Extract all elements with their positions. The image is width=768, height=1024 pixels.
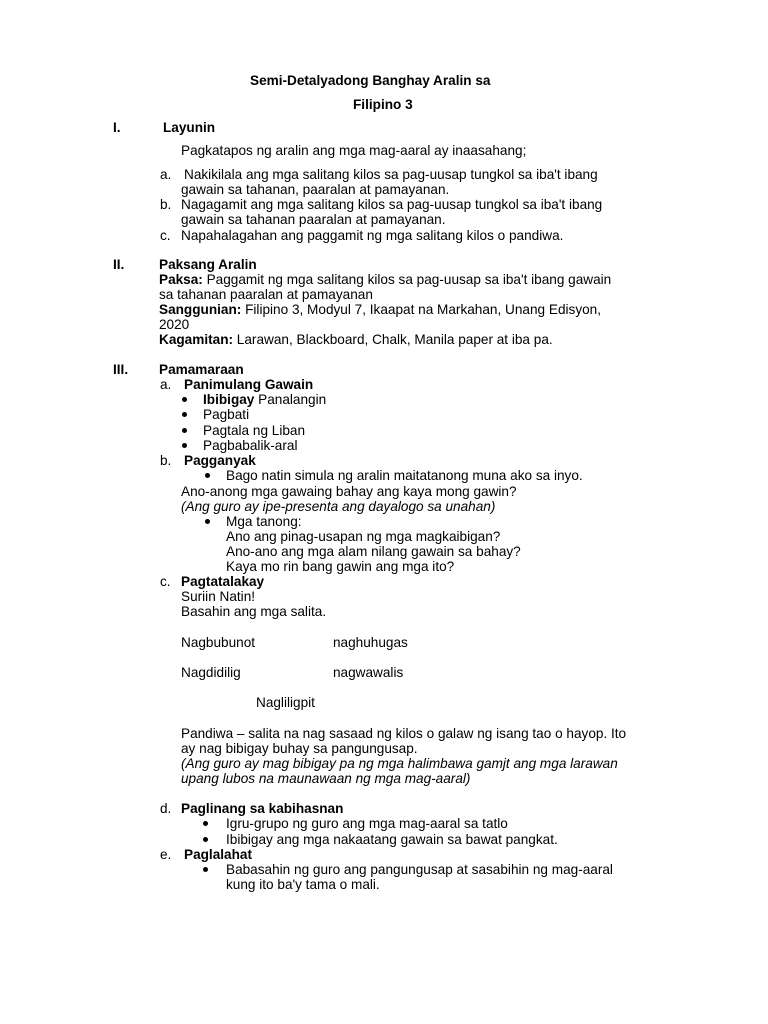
subsection-e-heading: Paglalahat (184, 847, 252, 862)
subsection-b-heading: Pagganyak (184, 453, 256, 468)
subsection-a-marker: a. (160, 377, 172, 392)
basahin-instruction: Basahin ang mga salita. (181, 604, 327, 619)
suriin-natin: Suriin Natin! (181, 589, 256, 604)
section-2-numeral: II. (113, 257, 125, 272)
tanong-2: Ano-ano ang mga alam nilang gawain sa bahay? (226, 544, 521, 559)
sanggunian-continuation: 2020 (159, 317, 190, 332)
objective-a-line-2: gawain sa tahanan, paaralan at pamayanan. (181, 182, 450, 197)
objective-b-line-1: Nagagamit ang mga salitang kilos sa pag-uusap tungkol sa iba't ibang (181, 197, 603, 212)
word-nagliligpit: Nagliligpit (256, 695, 315, 710)
paglalahat-bullet-1-line-2: kung ito ba'y tama o mali. (226, 877, 380, 892)
subsection-e-marker: e. (160, 847, 172, 862)
paksa-label: Paksa: (159, 272, 203, 287)
objectives-intro: Pagkatapos ng aralin ang mga mag-aaral ay inaasahang; (181, 143, 527, 158)
subsection-d-heading: Paglinang sa kabihasnan (181, 801, 344, 816)
sanggunian-line (159, 302, 601, 318)
word-nagbubunot: Nagbubunot (181, 635, 256, 650)
pagganyak-note: (Ang guro ay ipe-presenta ang dayalogo sa unahan) (181, 499, 496, 514)
pagganyak-bullet-1: Bago natin simula ng aralin maitatanong muna ako sa inyo. (226, 468, 583, 483)
bullet-icon (182, 428, 187, 433)
kagamitan-line (159, 332, 553, 348)
objective-c-marker: c. (160, 228, 171, 243)
subsection-c-marker: c. (160, 574, 171, 589)
kagamitan-label: Kagamitan: (159, 332, 234, 347)
pandiwa-definition-2: ay nag bibigay buhay sa pangungusap. (181, 741, 418, 756)
tanong-1: Ano ang pinag-usapan ng mga magkaibigan? (226, 529, 501, 544)
section-1-numeral: I. (113, 120, 121, 135)
sanggunian-text: Filipino 3, Modyul 7, Ikaapat na Markahan, Unang Edisyon, (241, 302, 602, 317)
section-3-numeral: III. (113, 362, 129, 377)
paksa-text: Paggamit ng mga salitang kilos sa pag-uusap sa iba't ibang gawain (202, 272, 612, 287)
sanggunian-label: Sanggunian: (159, 302, 242, 317)
panimula-item-1-rest: Panalangin (254, 392, 327, 407)
tanong-3: Kaya mo rin bang gawin ang mga ito? (226, 559, 455, 574)
paglinang-bullet-1: Igru-grupo ng guro ang mga mag-aaral sa tatlo (226, 816, 508, 831)
title-line-1: Semi-Detalyadong Banghay Aralin sa (250, 73, 491, 88)
bullet-icon (203, 821, 208, 826)
paglinang-bullet-2: Ibibigay ang mga nakaatang gawain sa bawat pangkat. (226, 832, 558, 847)
bullet-icon (205, 519, 210, 524)
subsection-d-marker: d. (160, 801, 172, 816)
bullet-icon (182, 397, 187, 402)
objective-a-marker: a. (160, 167, 172, 182)
panimula-item-4: Pagbabalik-aral (203, 438, 298, 453)
pagganyak-question: Ano-anong mga gawaing bahay ang kaya mong gawin? (181, 484, 517, 499)
pagtatalakay-note-1: (Ang guro ay mag bibigay pa ng mga halimbawa gamjt ang mga larawan (181, 756, 618, 771)
objective-a-line-1: Nakikilala ang mga salitang kilos sa pag-uusap tungkol sa iba't ibang (184, 167, 598, 182)
objective-b-line-2: gawain sa tahanan paaralan at pamayanan. (181, 212, 446, 227)
objective-c-line-1: Napahalagahan ang paggamit ng mga salitang kilos o pandiwa. (181, 228, 564, 243)
paksa-line (159, 272, 611, 288)
bullet-icon (182, 443, 187, 448)
paksa-continuation: sa tahanan paaralan at pamayanan (159, 287, 373, 302)
word-nagwawalis: nagwawalis (333, 665, 404, 680)
subsection-b-marker: b. (160, 453, 172, 468)
pagtatalakay-note-2: upang lubos na maunawaan ng mga mag-aaral) (181, 771, 471, 786)
bullet-icon (203, 837, 208, 842)
section-1-heading: Layunin (163, 120, 216, 135)
bullet-icon (205, 473, 210, 478)
subsection-c-heading: Pagtatalakay (181, 574, 265, 589)
word-nagdidilig: Nagdidilig (181, 665, 241, 680)
panimula-item-1-bold: Ibibigay (203, 392, 255, 407)
pandiwa-definition-1: Pandiwa – salita na nag sasaad ng kilos o galaw ng isang tao o hayop. Ito (181, 726, 627, 741)
word-naghuhugas: naghuhugas (333, 635, 408, 650)
subsection-a-heading: Panimulang Gawain (184, 377, 314, 392)
objective-b-marker: b. (160, 197, 172, 212)
panimula-item-3: Pagtala ng Liban (203, 423, 306, 438)
title-line-2: Filipino 3 (353, 97, 413, 112)
section-3-heading: Pamamaraan (159, 362, 244, 377)
panimula-item-1 (203, 392, 326, 408)
bullet-icon (203, 867, 208, 872)
bullet-icon (182, 412, 187, 417)
section-2-heading: Paksang Aralin (159, 257, 257, 272)
panimula-item-2: Pagbati (203, 407, 250, 422)
kagamitan-text: Larawan, Blackboard, Chalk, Manila paper at iba pa. (233, 332, 553, 347)
paglalahat-bullet-1-line-1: Babasahin ng guro ang pangungusap at sasabihin ng mag-aaral (226, 862, 613, 877)
tanong-label: Mga tanong: (226, 514, 302, 529)
